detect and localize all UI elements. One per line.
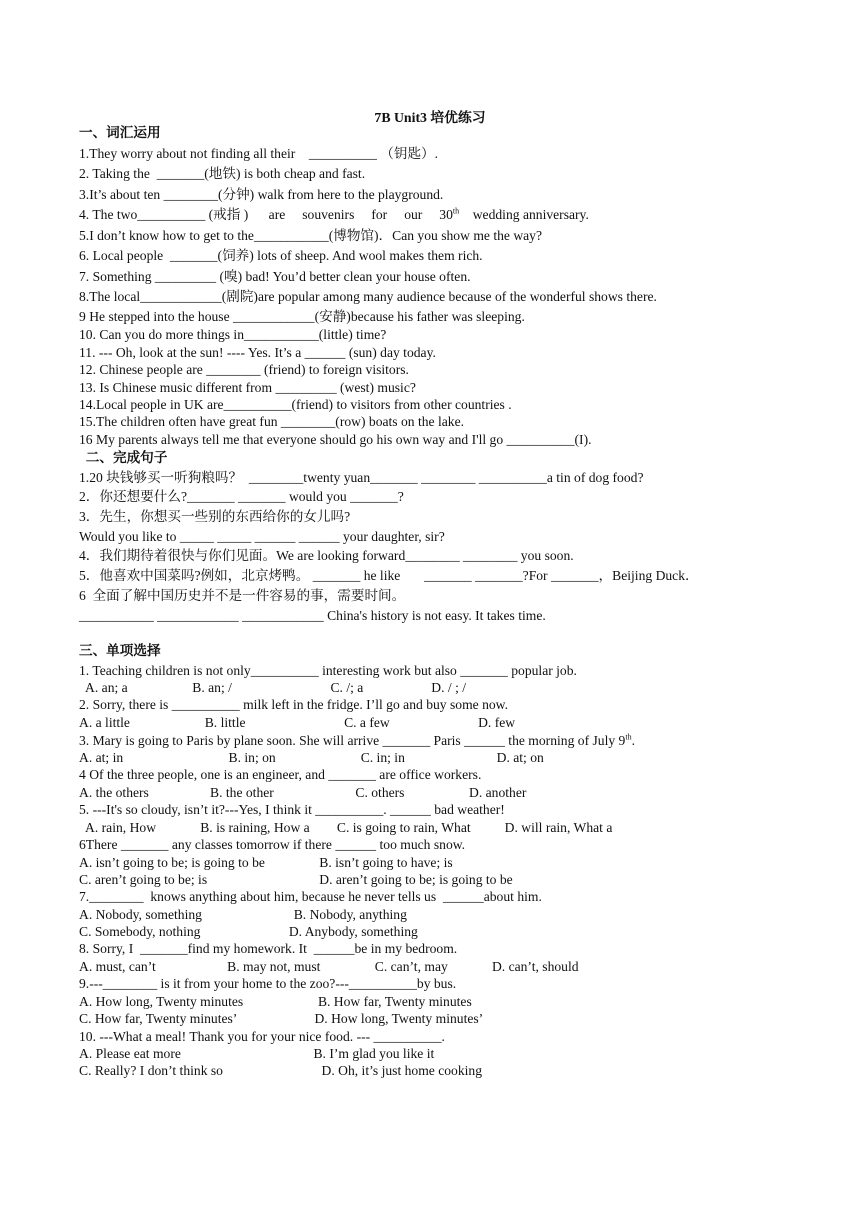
superscript-th: th bbox=[625, 732, 632, 742]
vocab-item-9: 9 He stepped into the house ____________(安静)because his father was sleeping. bbox=[79, 309, 525, 324]
mc-options-10a: A. Please eat more B. I’m glad you like it bbox=[79, 1046, 435, 1061]
vocab-item-5: 5.I don’t know how to get to the___________(博物馆)．Can you show me the way? bbox=[79, 228, 543, 243]
mc-options-8: A. must, can’t B. may not, must C. can’t, may D. can’t, should bbox=[79, 959, 579, 974]
mc-options-10b: C. Really? I don’t think so D. Oh, it’s just home cooking bbox=[79, 1063, 483, 1078]
vocab-item-4-tail: wedding anniversary. bbox=[459, 207, 589, 222]
vocab-item-16: 16 My parents always tell me that everyone should go his own way and I'll go __________(I). bbox=[79, 432, 592, 447]
mc-options-9a: A. How long, Twenty minutes B. How far, Twenty minutes bbox=[79, 994, 472, 1009]
mc-options-4: A. the others B. the other C. others D. another bbox=[79, 785, 527, 800]
sentence-item-6-cn: 6 全面了解中国历史并不是一件容易的事，需要时间。 bbox=[79, 588, 406, 603]
mc-question-3-tail: . bbox=[631, 733, 635, 748]
vocab-item-14: 14.Local people in UK are__________(friend) to visitors from other countries . bbox=[79, 397, 512, 412]
mc-question-1: 1. Teaching children is not only__________ interesting work but also _______ popular job. bbox=[79, 663, 577, 678]
sentence-item-3-cn: 3．先生，你想买一些别的东西给你的女儿吗? bbox=[79, 509, 351, 524]
sentence-item-3-en: Would you like to _____ _____ ______ ______ your daughter, sir? bbox=[79, 529, 445, 544]
mc-options-5: A. rain, How B. is raining, How a C. is going to rain, What D. will rain, What a bbox=[79, 820, 613, 835]
page-title: 7B Unit3 培优练习 bbox=[374, 110, 486, 125]
vocab-item-4 bbox=[79, 207, 589, 223]
mc-question-5: 5. ---It's so cloudy, isn’t it?---Yes, I think it __________. ______ bad weather! bbox=[79, 802, 505, 817]
mc-options-2: A. a little B. little C. a few D. few bbox=[79, 715, 516, 730]
superscript-th: th bbox=[452, 206, 460, 216]
mc-question-3 bbox=[79, 733, 635, 749]
mc-question-10: 10. ---What a meal! Thank you for your nice food. --- __________. bbox=[79, 1029, 445, 1044]
vocab-item-15: 15.The children often have great fun ________(row) boats on the lake. bbox=[79, 414, 465, 429]
sentence-item-5: 5．他喜欢中国菜吗?例如，北京烤鸭。 _______ he like _______ _______?For _______，Beijing Duck． bbox=[79, 568, 699, 583]
vocab-item-4-text: 4. The two__________ (戒指 ) are souvenirs for our 30 bbox=[79, 207, 453, 222]
mc-options-6a: A. isn’t going to be; is going to be B. isn’t going to have; is bbox=[79, 855, 453, 870]
sentence-item-4: 4．我们期待着很快与你们见面。We are looking forward________ ________ you soon. bbox=[79, 548, 574, 563]
vocab-item-13: 13. Is Chinese music different from _________ (west) music? bbox=[79, 380, 416, 395]
vocab-item-11: 11. --- Oh, look at the sun! ---- Yes. It’s a ______ (sun) day today. bbox=[79, 345, 436, 360]
mc-question-3-text: 3. Mary is going to Paris by plane soon. She will arrive _______ Paris ______ the morning of July 9 bbox=[79, 733, 626, 748]
sentence-item-6-en: ___________ ____________ ____________ China's history is not easy. It takes time. bbox=[79, 608, 546, 623]
mc-question-9: 9.---________ is it from your home to the zoo?---__________by bus. bbox=[79, 976, 457, 991]
sentence-item-2: 2．你还想要什么?_______ _______ would you _______? bbox=[79, 489, 404, 504]
mc-question-7: 7.________ knows anything about him, because he never tells us ______about him. bbox=[79, 889, 542, 904]
vocab-item-3: 3.It’s about ten ________(分钟) walk from here to the playground. bbox=[79, 187, 444, 202]
vocab-item-2: 2. Taking the _______(地铁) is both cheap and fast. bbox=[79, 166, 366, 181]
mc-options-9b: C. How far, Twenty minutes’ D. How long, Twenty minutes’ bbox=[79, 1011, 484, 1026]
vocab-item-7: 7. Something _________ (嗅) bad! You’d better clean your house often. bbox=[79, 269, 471, 284]
vocab-item-10: 10. Can you do more things in___________(little) time? bbox=[79, 327, 387, 342]
mc-options-1: A. an; a B. an; / C. /; a D. / ; / bbox=[79, 680, 467, 695]
vocab-item-12: 12. Chinese people are ________ (friend) to foreign visitors. bbox=[79, 362, 409, 377]
vocab-item-6: 6. Local people _______(饲养) lots of sheep. And wool makes them rich. bbox=[79, 248, 483, 263]
vocab-item-8: 8.The local____________(剧院)are popular among many audience because of the wonderful shows there. bbox=[79, 289, 657, 304]
section-heading-vocabulary: 一、词汇运用 bbox=[79, 125, 161, 140]
vocab-item-1: 1.They worry about not finding all their __________ （钥匙）. bbox=[79, 146, 439, 161]
section-heading-sentences: 二、完成句子 bbox=[79, 450, 168, 465]
mc-options-7a: A. Nobody, something B. Nobody, anything bbox=[79, 907, 407, 922]
mc-options-3: A. at; in B. in; on C. in; in D. at; on bbox=[79, 750, 544, 765]
mc-options-7b: C. Somebody, nothing D. Anybody, something bbox=[79, 924, 418, 939]
mc-question-2: 2. Sorry, there is __________ milk left in the fridge. I’ll go and buy some now. bbox=[79, 697, 509, 712]
mc-options-6b: C. aren’t going to be; is D. aren’t going to be; is going to be bbox=[79, 872, 513, 887]
sentence-item-1: 1.20 块钱够买一听狗粮吗？ ________twenty yuan_______ ________ __________a tin of dog food? bbox=[79, 470, 644, 485]
mc-question-8: 8. Sorry, I _______find my homework. It ______be in my bedroom. bbox=[79, 941, 458, 956]
mc-question-6: 6There _______ any classes tomorrow if there ______ too much snow. bbox=[79, 837, 466, 852]
mc-question-4: 4 Of the three people, one is an engineer, and _______ are office workers. bbox=[79, 767, 482, 782]
section-heading-multiple-choice: 三、单项选择 bbox=[79, 643, 161, 658]
